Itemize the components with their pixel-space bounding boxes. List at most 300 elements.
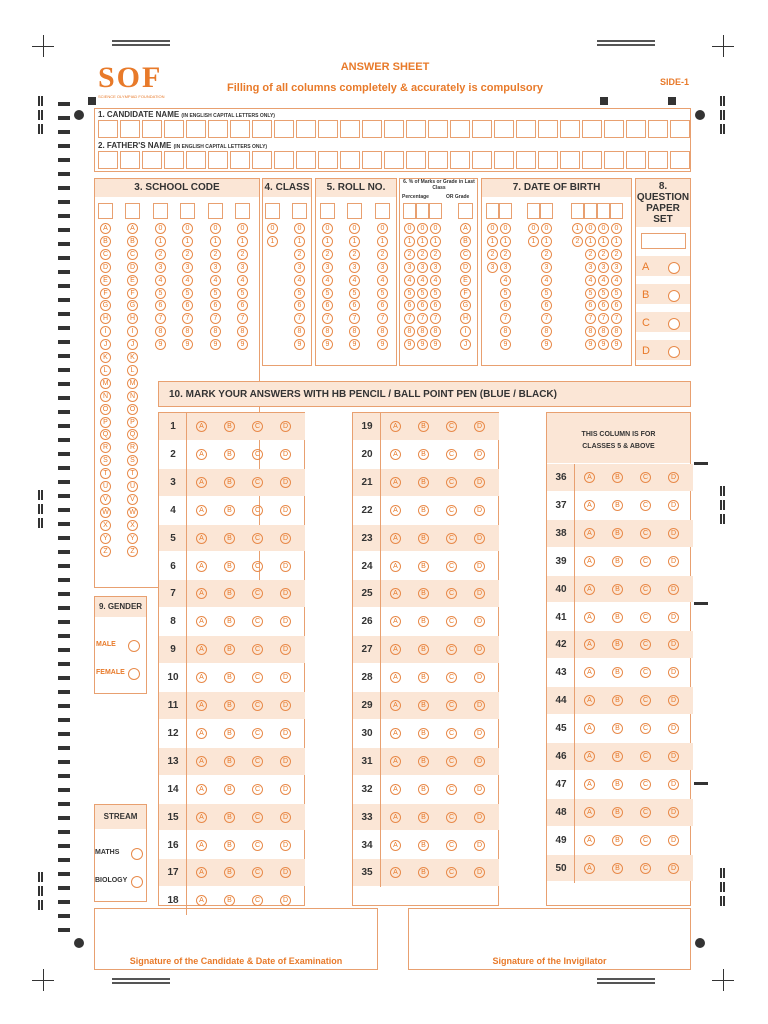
- A-bubble[interactable]: A: [196, 700, 207, 711]
- C-bubble[interactable]: C: [446, 616, 457, 627]
- 0-bubble[interactable]: 0: [294, 223, 305, 234]
- C-bubble[interactable]: C: [252, 840, 263, 851]
- 4-bubble[interactable]: 4: [404, 275, 415, 286]
- D-bubble[interactable]: D: [474, 840, 485, 851]
- W-bubble[interactable]: W: [100, 507, 111, 518]
- C-bubble[interactable]: C: [446, 449, 457, 460]
- 6-bubble[interactable]: 6: [500, 300, 511, 311]
- D-bubble[interactable]: D: [668, 863, 679, 874]
- 0-bubble[interactable]: 0: [528, 223, 539, 234]
- A-bubble[interactable]: A: [196, 756, 207, 767]
- Z-bubble[interactable]: Z: [100, 546, 111, 557]
- 9-bubble[interactable]: 9: [322, 339, 333, 350]
- C-bubble[interactable]: C: [446, 672, 457, 683]
- G-bubble[interactable]: G: [460, 300, 471, 311]
- 9-bubble[interactable]: 9: [155, 339, 166, 350]
- D-bubble[interactable]: D: [668, 639, 679, 650]
- B-bubble[interactable]: B: [224, 672, 235, 683]
- R-bubble[interactable]: R: [127, 442, 138, 453]
- A-bubble[interactable]: A: [390, 588, 401, 599]
- D-bubble[interactable]: D: [280, 840, 291, 851]
- 8-bubble[interactable]: 8: [585, 326, 596, 337]
- C-bubble[interactable]: C: [252, 867, 263, 878]
- A-bubble[interactable]: A: [390, 840, 401, 851]
- code-entry-cell[interactable]: [98, 203, 113, 219]
- D-bubble[interactable]: D: [668, 695, 679, 706]
- 5-bubble[interactable]: 5: [611, 288, 622, 299]
- V-bubble[interactable]: V: [100, 494, 111, 505]
- name-cell[interactable]: [428, 120, 448, 138]
- name-cell[interactable]: [318, 120, 338, 138]
- 1-bubble[interactable]: 1: [267, 236, 278, 247]
- 6-bubble[interactable]: 6: [404, 300, 415, 311]
- 4-bubble[interactable]: 4: [377, 275, 388, 286]
- X-bubble[interactable]: X: [127, 520, 138, 531]
- stream-option-bubble[interactable]: [131, 876, 143, 888]
- D-bubble[interactable]: D: [280, 588, 291, 599]
- 1-bubble[interactable]: 1: [322, 236, 333, 247]
- R-bubble[interactable]: R: [100, 442, 111, 453]
- 9-bubble[interactable]: 9: [430, 339, 441, 350]
- A-bubble[interactable]: A: [390, 449, 401, 460]
- 0-bubble[interactable]: 0: [598, 223, 609, 234]
- D-bubble[interactable]: D: [474, 756, 485, 767]
- 5-bubble[interactable]: 5: [377, 288, 388, 299]
- marks-entry-cell[interactable]: [429, 203, 442, 219]
- B-bubble[interactable]: B: [224, 728, 235, 739]
- name-cell[interactable]: [120, 120, 140, 138]
- 8-bubble[interactable]: 8: [349, 326, 360, 337]
- D-bubble[interactable]: D: [460, 262, 471, 273]
- dob-entry-cell[interactable]: [571, 203, 584, 219]
- B-bubble[interactable]: B: [224, 477, 235, 488]
- C-bubble[interactable]: C: [252, 533, 263, 544]
- name-cell[interactable]: [252, 120, 272, 138]
- D-bubble[interactable]: D: [280, 728, 291, 739]
- B-bubble[interactable]: B: [224, 895, 235, 906]
- name-cell[interactable]: [186, 151, 206, 169]
- 1-bubble[interactable]: 1: [237, 236, 248, 247]
- A-bubble[interactable]: A: [584, 863, 595, 874]
- 2-bubble[interactable]: 2: [182, 249, 193, 260]
- A-bubble[interactable]: A: [390, 477, 401, 488]
- 2-bubble[interactable]: 2: [611, 249, 622, 260]
- 9-bubble[interactable]: 9: [377, 339, 388, 350]
- 0-bubble[interactable]: 0: [155, 223, 166, 234]
- D-bubble[interactable]: D: [474, 672, 485, 683]
- 0-bubble[interactable]: 0: [210, 223, 221, 234]
- M-bubble[interactable]: M: [100, 378, 111, 389]
- 9-bubble[interactable]: 9: [598, 339, 609, 350]
- A-bubble[interactable]: A: [390, 867, 401, 878]
- A-bubble[interactable]: A: [584, 584, 595, 595]
- code-entry-cell[interactable]: [235, 203, 250, 219]
- D-bubble[interactable]: D: [280, 616, 291, 627]
- 4-bubble[interactable]: 4: [155, 275, 166, 286]
- B-bubble[interactable]: B: [418, 756, 429, 767]
- 2-bubble[interactable]: 2: [237, 249, 248, 260]
- 8-bubble[interactable]: 8: [210, 326, 221, 337]
- K-bubble[interactable]: K: [100, 352, 111, 363]
- 0-bubble[interactable]: 0: [430, 223, 441, 234]
- 3-bubble[interactable]: 3: [349, 262, 360, 273]
- 9-bubble[interactable]: 9: [237, 339, 248, 350]
- name-cell[interactable]: [98, 151, 118, 169]
- 9-bubble[interactable]: 9: [294, 339, 305, 350]
- C-bubble[interactable]: C: [640, 556, 651, 567]
- 6-bubble[interactable]: 6: [430, 300, 441, 311]
- 1-bubble[interactable]: 1: [585, 236, 596, 247]
- name-cell[interactable]: [494, 151, 514, 169]
- gender-option-bubble[interactable]: [128, 668, 140, 680]
- 7-bubble[interactable]: 7: [404, 313, 415, 324]
- B-bubble[interactable]: B: [127, 236, 138, 247]
- C-bubble[interactable]: C: [252, 616, 263, 627]
- A-bubble[interactable]: A: [390, 700, 401, 711]
- 2-bubble[interactable]: 2: [541, 249, 552, 260]
- 2-bubble[interactable]: 2: [417, 249, 428, 260]
- T-bubble[interactable]: T: [127, 468, 138, 479]
- 4-bubble[interactable]: 4: [500, 275, 511, 286]
- B-bubble[interactable]: B: [418, 812, 429, 823]
- 1-bubble[interactable]: 1: [294, 236, 305, 247]
- paper-set-option-bubble[interactable]: [668, 346, 680, 358]
- D-bubble[interactable]: D: [280, 644, 291, 655]
- name-cell[interactable]: [648, 151, 668, 169]
- C-bubble[interactable]: C: [252, 784, 263, 795]
- A-bubble[interactable]: A: [584, 500, 595, 511]
- 2-bubble[interactable]: 2: [585, 249, 596, 260]
- A-bubble[interactable]: A: [196, 421, 207, 432]
- 1-bubble[interactable]: 1: [377, 236, 388, 247]
- 7-bubble[interactable]: 7: [377, 313, 388, 324]
- D-bubble[interactable]: D: [474, 644, 485, 655]
- A-bubble[interactable]: A: [196, 588, 207, 599]
- B-bubble[interactable]: B: [612, 695, 623, 706]
- name-cell[interactable]: [450, 120, 470, 138]
- class-entry-cell[interactable]: [265, 203, 280, 219]
- C-bubble[interactable]: C: [252, 588, 263, 599]
- name-cell[interactable]: [384, 120, 404, 138]
- F-bubble[interactable]: F: [100, 288, 111, 299]
- D-bubble[interactable]: D: [668, 751, 679, 762]
- 6-bubble[interactable]: 6: [182, 300, 193, 311]
- 5-bubble[interactable]: 5: [237, 288, 248, 299]
- A-bubble[interactable]: A: [196, 784, 207, 795]
- 1-bubble[interactable]: 1: [572, 223, 583, 234]
- 4-bubble[interactable]: 4: [322, 275, 333, 286]
- 1-bubble[interactable]: 1: [611, 236, 622, 247]
- B-bubble[interactable]: B: [418, 867, 429, 878]
- C-bubble[interactable]: C: [640, 807, 651, 818]
- 5-bubble[interactable]: 5: [500, 288, 511, 299]
- D-bubble[interactable]: D: [668, 779, 679, 790]
- O-bubble[interactable]: O: [100, 404, 111, 415]
- 0-bubble[interactable]: 0: [182, 223, 193, 234]
- A-bubble[interactable]: A: [390, 672, 401, 683]
- name-cell[interactable]: [626, 120, 646, 138]
- 6-bubble[interactable]: 6: [585, 300, 596, 311]
- dob-entry-cell[interactable]: [597, 203, 610, 219]
- N-bubble[interactable]: N: [100, 391, 111, 402]
- A-bubble[interactable]: A: [196, 561, 207, 572]
- name-cell[interactable]: [296, 151, 316, 169]
- name-cell[interactable]: [274, 151, 294, 169]
- C-bubble[interactable]: C: [446, 840, 457, 851]
- 1-bubble[interactable]: 1: [182, 236, 193, 247]
- J-bubble[interactable]: J: [460, 339, 471, 350]
- S-bubble[interactable]: S: [127, 455, 138, 466]
- C-bubble[interactable]: C: [446, 700, 457, 711]
- D-bubble[interactable]: D: [280, 449, 291, 460]
- 5-bubble[interactable]: 5: [404, 288, 415, 299]
- 3-bubble[interactable]: 3: [500, 262, 511, 273]
- N-bubble[interactable]: N: [127, 391, 138, 402]
- I-bubble[interactable]: I: [100, 326, 111, 337]
- B-bubble[interactable]: B: [612, 639, 623, 650]
- 0-bubble[interactable]: 0: [585, 223, 596, 234]
- B-bubble[interactable]: B: [418, 616, 429, 627]
- name-cell[interactable]: [494, 120, 514, 138]
- D-bubble[interactable]: D: [668, 723, 679, 734]
- 7-bubble[interactable]: 7: [155, 313, 166, 324]
- D-bubble[interactable]: D: [474, 700, 485, 711]
- name-cell[interactable]: [340, 120, 360, 138]
- D-bubble[interactable]: D: [668, 612, 679, 623]
- B-bubble[interactable]: B: [612, 863, 623, 874]
- B-bubble[interactable]: B: [224, 644, 235, 655]
- A-bubble[interactable]: A: [196, 867, 207, 878]
- B-bubble[interactable]: B: [418, 672, 429, 683]
- M-bubble[interactable]: M: [127, 378, 138, 389]
- 8-bubble[interactable]: 8: [237, 326, 248, 337]
- G-bubble[interactable]: G: [127, 300, 138, 311]
- 6-bubble[interactable]: 6: [322, 300, 333, 311]
- name-cell[interactable]: [164, 151, 184, 169]
- name-cell[interactable]: [142, 120, 162, 138]
- C-bubble[interactable]: C: [252, 421, 263, 432]
- D-bubble[interactable]: D: [280, 561, 291, 572]
- name-cell[interactable]: [560, 120, 580, 138]
- A-bubble[interactable]: A: [196, 477, 207, 488]
- U-bubble[interactable]: U: [100, 481, 111, 492]
- D-bubble[interactable]: D: [280, 784, 291, 795]
- 7-bubble[interactable]: 7: [541, 313, 552, 324]
- B-bubble[interactable]: B: [612, 500, 623, 511]
- 5-bubble[interactable]: 5: [349, 288, 360, 299]
- 0-bubble[interactable]: 0: [541, 223, 552, 234]
- V-bubble[interactable]: V: [127, 494, 138, 505]
- 0-bubble[interactable]: 0: [500, 223, 511, 234]
- B-bubble[interactable]: B: [224, 421, 235, 432]
- 9-bubble[interactable]: 9: [182, 339, 193, 350]
- 2-bubble[interactable]: 2: [349, 249, 360, 260]
- 7-bubble[interactable]: 7: [210, 313, 221, 324]
- 8-bubble[interactable]: 8: [417, 326, 428, 337]
- 3-bubble[interactable]: 3: [237, 262, 248, 273]
- 3-bubble[interactable]: 3: [377, 262, 388, 273]
- 3-bubble[interactable]: 3: [585, 262, 596, 273]
- 4-bubble[interactable]: 4: [417, 275, 428, 286]
- name-cell[interactable]: [670, 151, 690, 169]
- D-bubble[interactable]: D: [474, 477, 485, 488]
- B-bubble[interactable]: B: [612, 472, 623, 483]
- A-bubble[interactable]: A: [584, 612, 595, 623]
- A-bubble[interactable]: A: [196, 672, 207, 683]
- 8-bubble[interactable]: 8: [155, 326, 166, 337]
- name-cell[interactable]: [626, 151, 646, 169]
- A-bubble[interactable]: A: [584, 779, 595, 790]
- name-cell[interactable]: [230, 151, 250, 169]
- name-cell[interactable]: [648, 120, 668, 138]
- O-bubble[interactable]: O: [127, 404, 138, 415]
- 3-bubble[interactable]: 3: [294, 262, 305, 273]
- 7-bubble[interactable]: 7: [611, 313, 622, 324]
- roll-entry-cell[interactable]: [375, 203, 390, 219]
- 8-bubble[interactable]: 8: [598, 326, 609, 337]
- C-bubble[interactable]: C: [640, 863, 651, 874]
- 2-bubble[interactable]: 2: [430, 249, 441, 260]
- name-cell[interactable]: [538, 120, 558, 138]
- roll-entry-cell[interactable]: [347, 203, 362, 219]
- B-bubble[interactable]: B: [612, 835, 623, 846]
- 6-bubble[interactable]: 6: [377, 300, 388, 311]
- D-bubble[interactable]: D: [668, 528, 679, 539]
- C-bubble[interactable]: C: [640, 723, 651, 734]
- D-bubble[interactable]: D: [474, 561, 485, 572]
- D-bubble[interactable]: D: [280, 756, 291, 767]
- dob-entry-cell[interactable]: [527, 203, 540, 219]
- D-bubble[interactable]: D: [280, 700, 291, 711]
- C-bubble[interactable]: C: [640, 779, 651, 790]
- C-bubble[interactable]: C: [252, 700, 263, 711]
- B-bubble[interactable]: B: [612, 528, 623, 539]
- 0-bubble[interactable]: 0: [267, 223, 278, 234]
- A-bubble[interactable]: A: [196, 533, 207, 544]
- Z-bubble[interactable]: Z: [127, 546, 138, 557]
- 5-bubble[interactable]: 5: [294, 288, 305, 299]
- name-cell[interactable]: [560, 151, 580, 169]
- B-bubble[interactable]: B: [612, 612, 623, 623]
- 0-bubble[interactable]: 0: [237, 223, 248, 234]
- K-bubble[interactable]: K: [127, 352, 138, 363]
- A-bubble[interactable]: A: [127, 223, 138, 234]
- B-bubble[interactable]: B: [224, 840, 235, 851]
- 1-bubble[interactable]: 1: [417, 236, 428, 247]
- name-cell[interactable]: [362, 120, 382, 138]
- F-bubble[interactable]: F: [460, 288, 471, 299]
- D-bubble[interactable]: D: [668, 584, 679, 595]
- B-bubble[interactable]: B: [224, 616, 235, 627]
- class-entry-cell[interactable]: [292, 203, 307, 219]
- B-bubble[interactable]: B: [418, 840, 429, 851]
- name-cell[interactable]: [318, 151, 338, 169]
- 7-bubble[interactable]: 7: [598, 313, 609, 324]
- 7-bubble[interactable]: 7: [349, 313, 360, 324]
- name-cell[interactable]: [604, 151, 624, 169]
- C-bubble[interactable]: C: [446, 644, 457, 655]
- B-bubble[interactable]: B: [224, 449, 235, 460]
- name-cell[interactable]: [406, 151, 426, 169]
- P-bubble[interactable]: P: [100, 417, 111, 428]
- 9-bubble[interactable]: 9: [349, 339, 360, 350]
- D-bubble[interactable]: D: [474, 588, 485, 599]
- D-bubble[interactable]: D: [280, 895, 291, 906]
- C-bubble[interactable]: C: [640, 500, 651, 511]
- 6-bubble[interactable]: 6: [598, 300, 609, 311]
- I-bubble[interactable]: I: [460, 326, 471, 337]
- B-bubble[interactable]: B: [612, 584, 623, 595]
- 5-bubble[interactable]: 5: [541, 288, 552, 299]
- 1-bubble[interactable]: 1: [349, 236, 360, 247]
- T-bubble[interactable]: T: [100, 468, 111, 479]
- 2-bubble[interactable]: 2: [572, 236, 583, 247]
- A-bubble[interactable]: A: [100, 223, 111, 234]
- A-bubble[interactable]: A: [390, 421, 401, 432]
- 5-bubble[interactable]: 5: [210, 288, 221, 299]
- C-bubble[interactable]: C: [640, 835, 651, 846]
- A-bubble[interactable]: A: [584, 472, 595, 483]
- name-cell[interactable]: [472, 151, 492, 169]
- D-bubble[interactable]: D: [474, 812, 485, 823]
- H-bubble[interactable]: H: [127, 313, 138, 324]
- 2-bubble[interactable]: 2: [322, 249, 333, 260]
- D-bubble[interactable]: D: [474, 449, 485, 460]
- C-bubble[interactable]: C: [446, 477, 457, 488]
- 9-bubble[interactable]: 9: [404, 339, 415, 350]
- name-cell[interactable]: [670, 120, 690, 138]
- L-bubble[interactable]: L: [100, 365, 111, 376]
- name-cell[interactable]: [362, 151, 382, 169]
- C-bubble[interactable]: C: [252, 561, 263, 572]
- C-bubble[interactable]: C: [446, 756, 457, 767]
- 4-bubble[interactable]: 4: [237, 275, 248, 286]
- name-cell[interactable]: [120, 151, 140, 169]
- B-bubble[interactable]: B: [418, 533, 429, 544]
- B-bubble[interactable]: B: [418, 477, 429, 488]
- C-bubble[interactable]: C: [252, 672, 263, 683]
- A-bubble[interactable]: A: [196, 840, 207, 851]
- 3-bubble[interactable]: 3: [611, 262, 622, 273]
- roll-entry-cell[interactable]: [320, 203, 335, 219]
- 2-bubble[interactable]: 2: [598, 249, 609, 260]
- 3-bubble[interactable]: 3: [210, 262, 221, 273]
- D-bubble[interactable]: D: [280, 812, 291, 823]
- B-bubble[interactable]: B: [224, 756, 235, 767]
- Y-bubble[interactable]: Y: [127, 533, 138, 544]
- A-bubble[interactable]: A: [390, 812, 401, 823]
- C-bubble[interactable]: C: [640, 472, 651, 483]
- A-bubble[interactable]: A: [390, 644, 401, 655]
- name-cell[interactable]: [98, 120, 118, 138]
- name-cell[interactable]: [208, 120, 228, 138]
- A-bubble[interactable]: A: [390, 533, 401, 544]
- C-bubble[interactable]: C: [252, 449, 263, 460]
- 4-bubble[interactable]: 4: [182, 275, 193, 286]
- 5-bubble[interactable]: 5: [322, 288, 333, 299]
- dob-entry-cell[interactable]: [540, 203, 553, 219]
- 0-bubble[interactable]: 0: [404, 223, 415, 234]
- A-bubble[interactable]: A: [196, 895, 207, 906]
- name-cell[interactable]: [164, 120, 184, 138]
- C-bubble[interactable]: C: [252, 505, 263, 516]
- 5-bubble[interactable]: 5: [182, 288, 193, 299]
- 8-bubble[interactable]: 8: [294, 326, 305, 337]
- C-bubble[interactable]: C: [640, 584, 651, 595]
- 7-bubble[interactable]: 7: [322, 313, 333, 324]
- name-cell[interactable]: [516, 151, 536, 169]
- name-cell[interactable]: [252, 151, 272, 169]
